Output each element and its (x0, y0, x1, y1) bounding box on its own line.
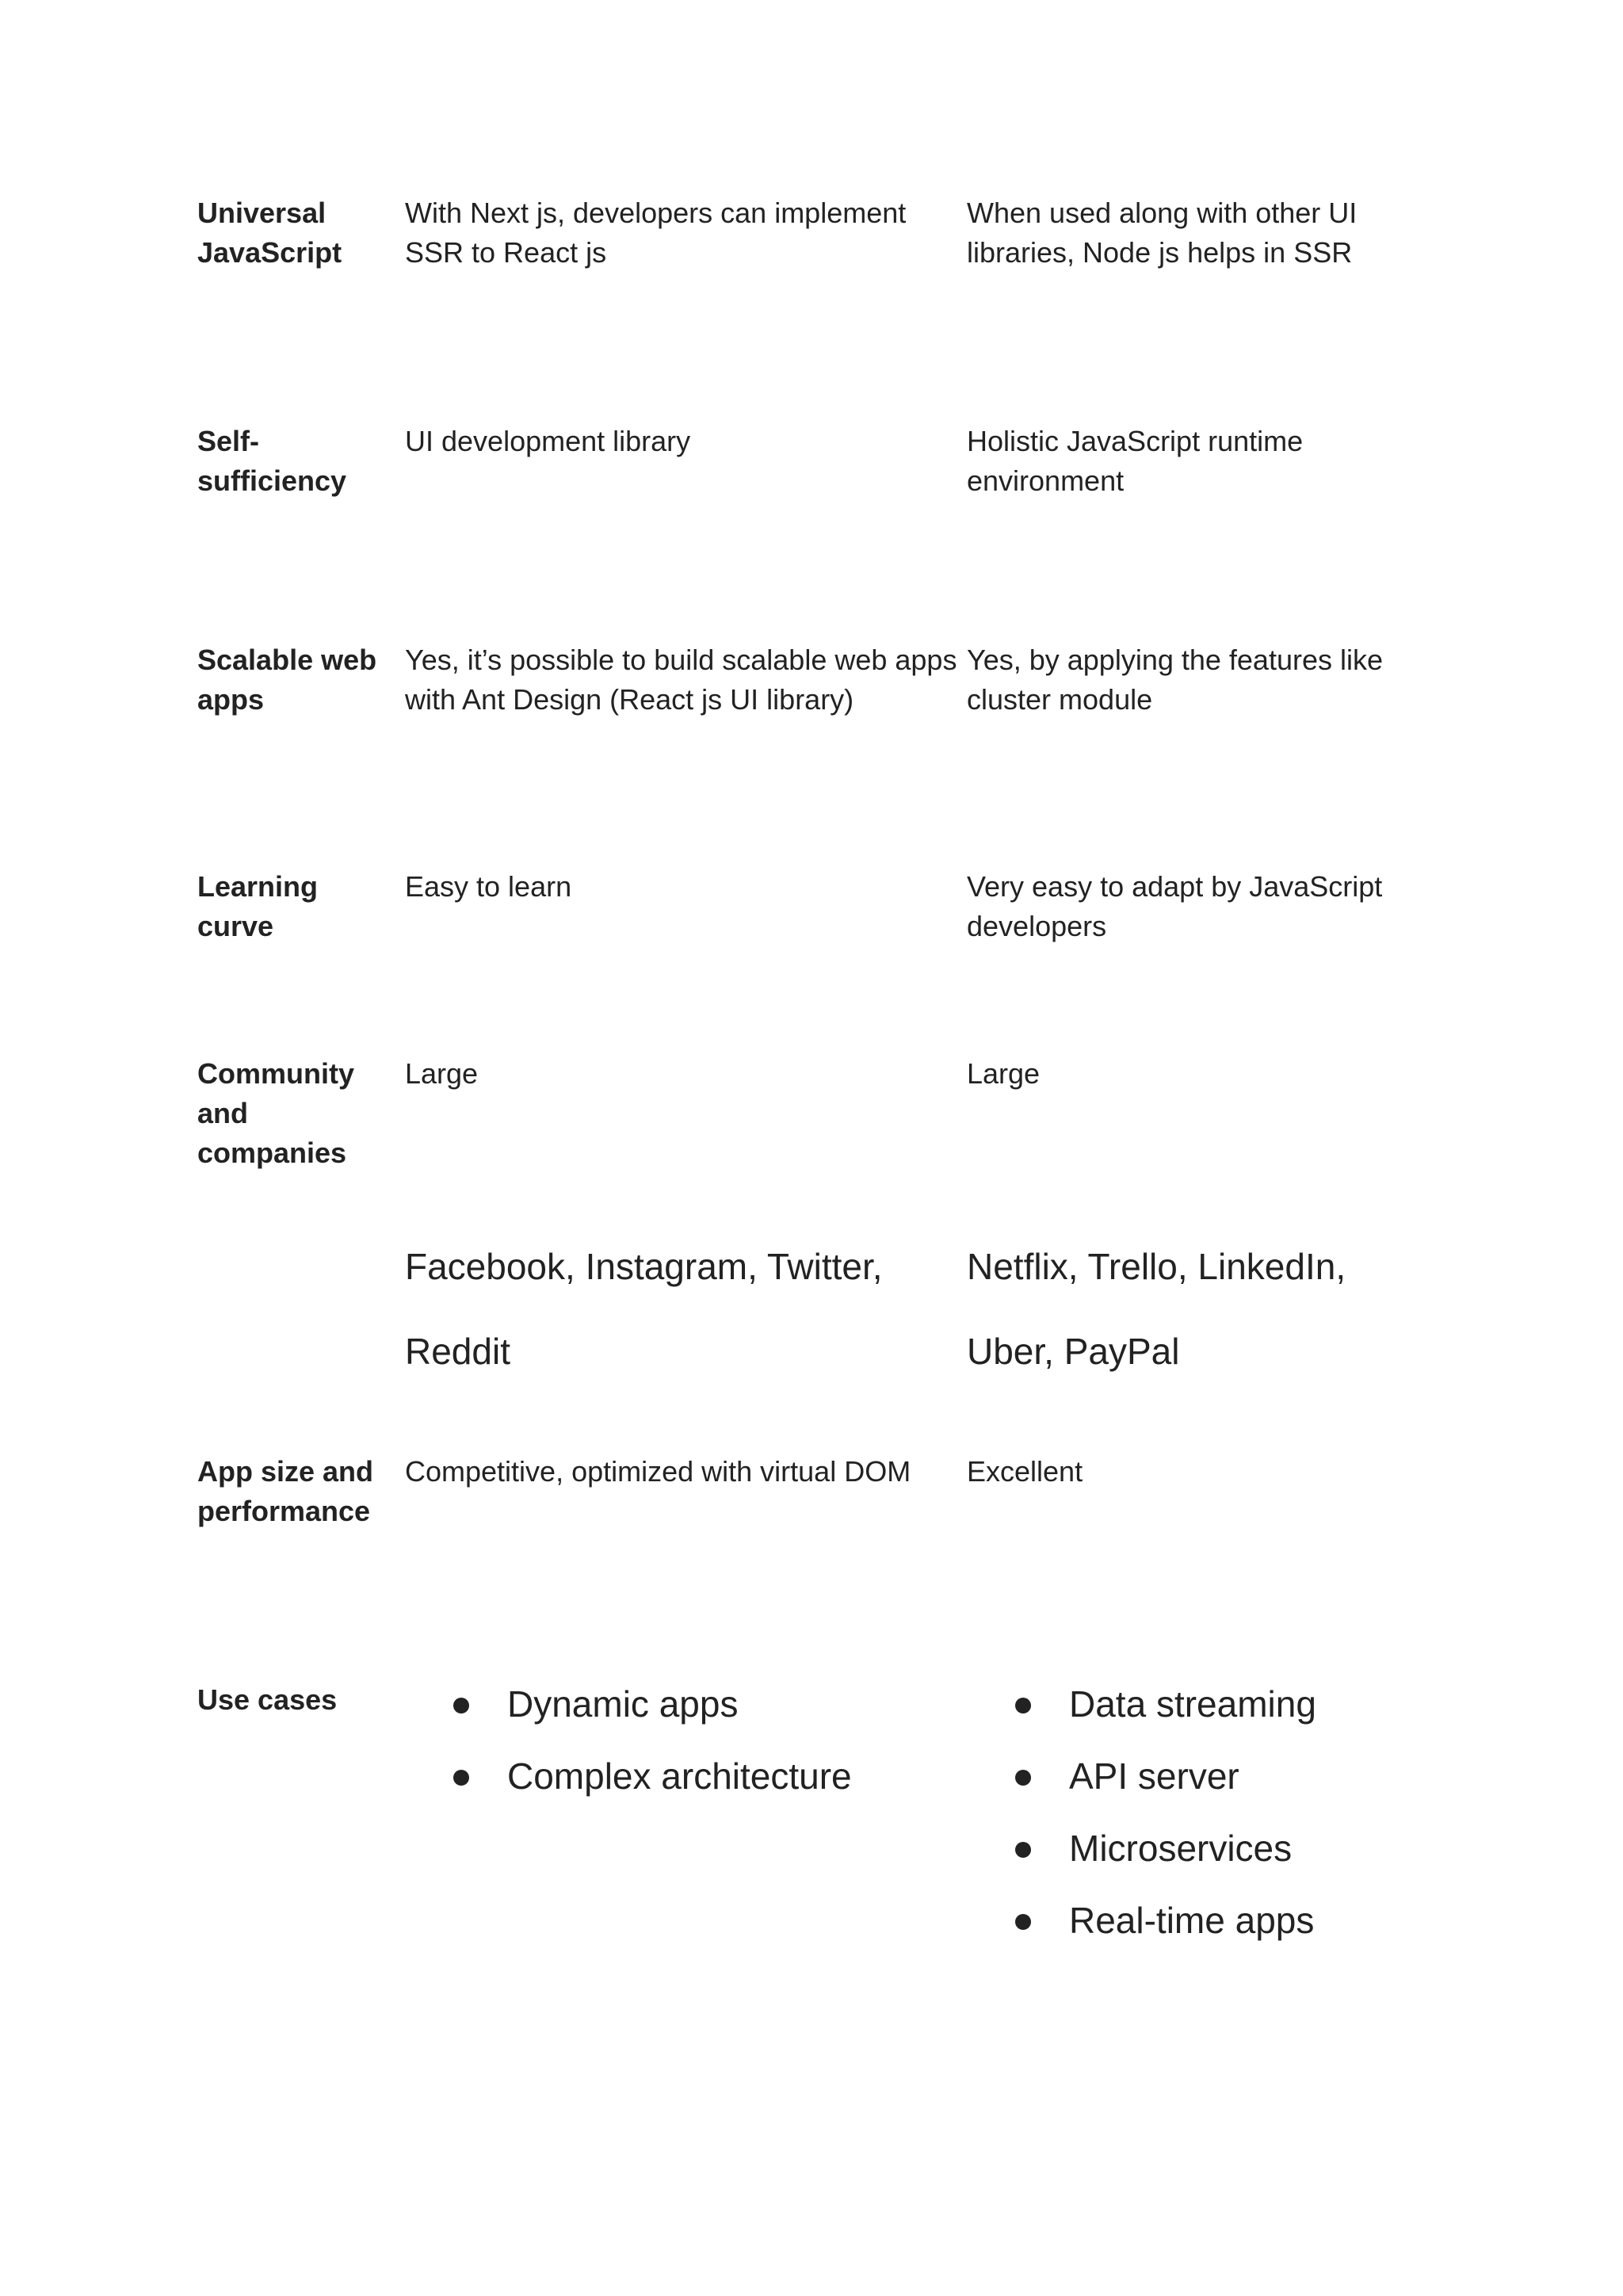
list-item (1015, 1668, 1459, 1740)
row-value-react-community: Large (405, 1057, 479, 1090)
bullet-icon (1015, 1842, 1031, 1858)
row-value-node-scalable-web-apps: Yes, by applying the features like cluster module (967, 644, 1392, 716)
list-item (1015, 1885, 1459, 1957)
row-label-universal-javascript: Universal JavaScript (197, 197, 342, 269)
use-case-text: Dynamic apps (507, 1683, 739, 1725)
row-value-react-scalable-web-apps: Yes, it’s possible to build scalable web apps with Ant Design (React js UI library) (405, 644, 965, 716)
use-cases-node-list (1015, 1668, 1459, 1957)
list-item (1015, 1813, 1459, 1885)
row-value-node-community: Large (967, 1057, 1041, 1090)
row-label-self-sufficiency: Self-sufficiency (197, 425, 347, 497)
use-case-text: Data streaming (1069, 1683, 1316, 1725)
bullet-icon (453, 1698, 469, 1713)
row-label-learning-curve: Learning curve (197, 870, 327, 942)
use-cases-react-list (453, 1668, 960, 1813)
row-value-node-app-size: Excellent (967, 1455, 1083, 1488)
list-item (1015, 1740, 1459, 1813)
list-item (453, 1668, 960, 1740)
row-value-react-self-sufficiency: UI development library (405, 425, 691, 457)
row-label-community-and-companies: Community and companies (197, 1057, 363, 1169)
row-label-use-cases: Use cases (197, 1683, 338, 1716)
companies-react: Facebook, Instagram, Twitter, Reddit (405, 1246, 893, 1372)
bullet-icon (1015, 1914, 1031, 1930)
bullet-icon (453, 1770, 469, 1786)
use-case-text: Complex architecture (507, 1755, 852, 1797)
companies-node: Netflix, Trello, LinkedIn, Uber, PayPal (967, 1246, 1356, 1372)
row-value-react-learning-curve: Easy to learn (405, 870, 572, 903)
row-value-react-app-size: Competitive, optimized with virtual DOM (405, 1455, 911, 1488)
row-label-scalable-web-apps: Scalable web apps (197, 644, 385, 716)
list-item (453, 1740, 960, 1813)
row-value-node-learning-curve: Very easy to adapt by JavaScript developers (967, 870, 1391, 942)
use-case-text: Microservices (1069, 1828, 1293, 1869)
row-value-node-self-sufficiency: Holistic JavaScript runtime environment (967, 425, 1312, 497)
use-case-text: Real-time apps (1069, 1900, 1315, 1941)
row-value-react-universal-javascript: With Next js, developers can implement SSR to React js (405, 197, 915, 269)
row-value-node-universal-javascript: When used along with other UI libraries, Node js helps in SSR (967, 197, 1365, 269)
use-case-text: API server (1069, 1755, 1239, 1797)
bullet-icon (1015, 1770, 1031, 1786)
row-label-app-size-and-performance: App size and performance (197, 1455, 382, 1527)
bullet-icon (1015, 1698, 1031, 1713)
